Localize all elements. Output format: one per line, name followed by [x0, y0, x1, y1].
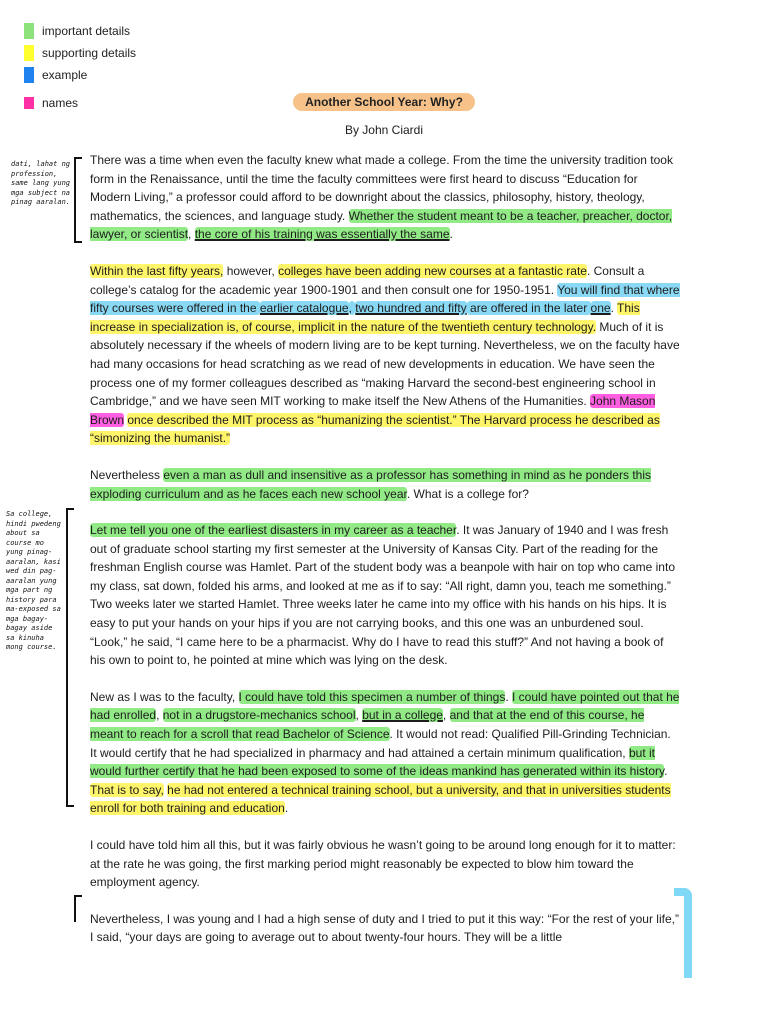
text-example: earlier catalogue	[259, 301, 349, 316]
text-important: but it would further certify that he had been exposed to some of the ideas mankind has generated within its history	[90, 745, 665, 779]
legend-swatch-green	[24, 23, 34, 39]
document-title: Another School Year: Why?	[293, 93, 475, 111]
legend-label: important details	[42, 24, 131, 38]
text-important: even a man as dull and insensitive as a professor has something in mind as he ponders this exploding curriculum and as he faces each new school year	[90, 467, 651, 501]
text-plain: Much of it is absolutely necessary if the wheels of modern living are to be kept turning. Nevertheless, we on the faculty have had many occasions for head scratching as we read of new developments in education. We have seen the process one of my former colleagues described as “making Harvard the second-best engineering school in Cambridge,” and we have seen MIT working to make itself the New Athens of the Humanities.	[90, 319, 680, 409]
text-plain: .	[449, 227, 453, 242]
text-supporting: That is to say,	[90, 782, 164, 797]
legend-item-supporting	[24, 42, 136, 64]
text-supporting: This increase in specialization is, of course, implicit in the nature of the twentieth century technology.	[90, 301, 640, 334]
text-name: John Mason Brown	[90, 394, 656, 427]
paragraph-3	[90, 466, 680, 503]
text-plain: . Consult a college’s catalog for the academic year 1900-1901 and then consult one for 1950-1951.	[90, 263, 645, 297]
text-plain: .	[284, 801, 289, 816]
paragraph-1	[90, 151, 680, 244]
text-example: You will find that where fifty courses were offered in the	[90, 282, 680, 316]
text-important: Whether the student meant to be a teacher, preacher, doctor, lawyer, or scientist	[90, 208, 673, 242]
text-important: the core of his training was essentially the same	[194, 227, 450, 242]
bracket-1	[74, 157, 82, 243]
paragraph-4	[90, 521, 680, 670]
legend-swatch-blue	[24, 67, 34, 83]
text-example: two hundred and fifty	[355, 301, 467, 316]
text-important: I could have told this specimen a number of things	[238, 689, 506, 704]
title-wrap	[0, 93, 768, 111]
text-supporting: he had not entered a technical training school, but a university, and that in universities students enroll for both training and education	[90, 782, 671, 816]
text-plain: .	[505, 689, 513, 704]
legend-item-important	[24, 20, 136, 42]
handwritten-note-1: dati, lahat ng profession, same lang yung mga subject na pinag aaralan.	[11, 160, 71, 206]
paragraph-6	[90, 836, 680, 892]
paragraph-2	[90, 262, 680, 448]
bracket-2	[66, 508, 74, 807]
text-example: are offered in the later	[466, 301, 591, 316]
text-example: one	[590, 301, 611, 316]
text-plain: ,	[355, 708, 363, 723]
text-plain: Nevertheless, I was young and I had a high sense of duty and I tried to put it this way: “For the rest of your life,” I said, “your days are going to average out to about twenty-four hours. They will be a little	[90, 911, 679, 945]
document-author: By John Ciardi	[344, 123, 424, 137]
legend-label: example	[42, 68, 88, 82]
paragraph-5	[90, 688, 680, 818]
bracket-3	[74, 895, 82, 922]
legend-item-example	[24, 64, 136, 86]
text-plain: .	[610, 301, 618, 316]
text-example: ,	[348, 301, 356, 316]
text-plain: There was a time when even the faculty knew what made a college. From the time the university tradition took form in the Renaissance, until the time the faculty committees were first heard to discuss “Education for Modern Living,” a professor could afford to be downright about the classics, philosophy, history, theology, mathematics, the sciences, and language study.	[90, 153, 673, 223]
text-plain: ,	[156, 708, 163, 723]
text-plain: New as I was to the faculty,	[90, 689, 239, 704]
text-important: Let me tell you one of the earliest disasters in my career as a teacher	[90, 523, 457, 538]
text-important: not in a drugstore-mechanics school	[162, 708, 356, 723]
text-supporting: once described the MIT process as “humanizing the scientist.” The Harvard process he described as “simonizing the humanist.”	[90, 412, 660, 446]
text-plain: however,	[223, 263, 279, 278]
text-plain: . It was January of 1940 and I was fresh out of graduate school starting my first semester at the University of Kansas City. Part of the reading for the freshman English course was Hamlet. Part of the student body was a beanpole with hair on top who came into my class, sat down, folded his arms, and looked at me as if to say: “All right, damn you, teach me something.” Two weeks later we started Hamlet. Three weeks later he came into my office with his hands on his hips. It is easy to put your hands on your hips if you are not carrying books, and this one was an unburdened soul. “Look,” he said, “I came here to be a pharmacist. Why do I have to read this stuff?” And not having a book of his own to point to, he pointed at mine which was lying on the desk.	[90, 523, 675, 668]
text-plain: Nevertheless	[90, 467, 164, 482]
text-important: but in a college	[362, 708, 443, 723]
text-supporting: Within the last fifty years,	[90, 263, 224, 278]
handwritten-note-2: Sa college, hindi pwedeng about sa course mo yung pinag-aaralan, kasi wed din pag-aaralan yung mga part ng history para ma-exposed sa mga bagay-bagay aside sa kinuha mong course.	[6, 510, 61, 651]
legend-swatch-yellow	[24, 45, 34, 61]
document-body	[90, 151, 680, 965]
text-important: and that at the end of this course, he meant to reach for a scroll that read Bachelor of Science	[90, 708, 645, 742]
legend-label: supporting details	[42, 46, 137, 60]
text-supporting: colleges have been adding new courses at a fantastic rate	[278, 263, 587, 278]
text-plain: . What is a college for?	[406, 486, 529, 501]
text-important: I could have pointed out that he had enrolled	[90, 689, 680, 723]
text-plain: ,	[188, 227, 195, 242]
text-plain: .	[664, 764, 668, 779]
paragraph-7	[90, 910, 680, 947]
text-plain: ,	[442, 708, 450, 723]
legend-label: names	[42, 96, 79, 110]
text-plain: I could have told him all this, but it was fairly obvious he wasn’t going to be around long enough for it to matter: at the rate he was going, the first marking period might reasonably be expected to blow him toward the employment agency.	[90, 838, 676, 890]
text-plain: . It would not read: Qualified Pill-Grinding Technician. It would certify that he had specialized in pharmacy and had attained a certain minimum qualification,	[90, 727, 671, 760]
